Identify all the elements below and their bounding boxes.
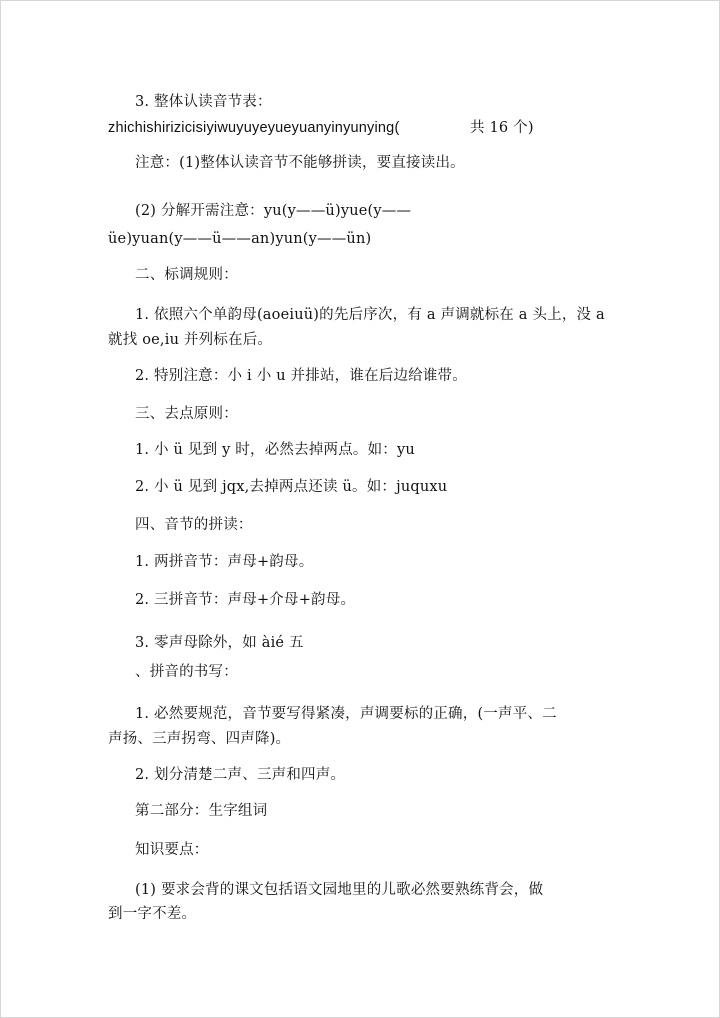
writing-rule-1-line-1: 1. 必然要规范，音节要写得紧凑，声调要标的正确，(一声平、二 <box>135 706 557 722</box>
tone-rule-1-line-1: 1. 依照六个单韵母(aoeiuü)的先后序次，有 a 声调就标在 a 头上，没 a <box>135 307 605 323</box>
note-2-line-2: üe)yuan(y——ü——an)yun(y——ün) <box>108 231 372 247</box>
key-points-heading: 知识要点： <box>135 842 209 858</box>
key-point-1-line-2: 到一字不差。 <box>108 906 197 922</box>
writing-rule-2: 2. 划分清楚二声、三声和四声。 <box>135 767 346 783</box>
key-point-1-line-1: (1) 要求会背的课文包括语文园地里的儿歌必然要熟练背会，做 <box>135 882 544 898</box>
note-1: 注意：(1)整体认读音节不能够拼读，要直接读出。 <box>135 155 465 171</box>
spelling-rule-2: 2. 三拼音节：声母+介母+韵母。 <box>135 592 356 608</box>
section-heading-writing: 、拼音的书写： <box>135 664 238 680</box>
syllable-list: zhichishirizicisiyiwuyuyeyueyuanyinyunying( <box>108 120 400 136</box>
spelling-rule-3: 3. 零声母除外，如 àié 五 <box>135 635 304 651</box>
dot-rule-2: 2. 小 ü 见到 jqx,去掉两点还读 ü。如：juquxu <box>135 479 448 495</box>
part-two-heading: 第二部分：生字组词 <box>135 803 268 819</box>
syllable-count: 共 16 个) <box>470 120 534 136</box>
note-2-line-1: (2) 分解开需注意：yu(y——ü)yue(y—— <box>135 203 412 219</box>
tone-rule-1-line-2: 就找 oe,iu 并列标在后。 <box>108 332 273 348</box>
section-heading-tone-rules: 二、标调规则： <box>135 267 238 283</box>
section-heading-spelling: 四、音节的拼读： <box>135 517 253 533</box>
writing-rule-1-line-2: 声扬、三声拐弯、四声降)。 <box>108 731 291 747</box>
section-heading-syllables: 3. 整体认读音节表： <box>135 94 272 110</box>
tone-rule-2: 2. 特别注意：小 i 小 u 并排站，谁在后边给谁带。 <box>135 368 467 384</box>
section-heading-dot-rules: 三、去点原则： <box>135 406 238 422</box>
spelling-rule-1: 1. 两拼音节：声母+韵母。 <box>135 554 314 570</box>
dot-rule-1: 1. 小 ü 见到 y 时，必然去掉两点。如：yu <box>135 442 415 458</box>
